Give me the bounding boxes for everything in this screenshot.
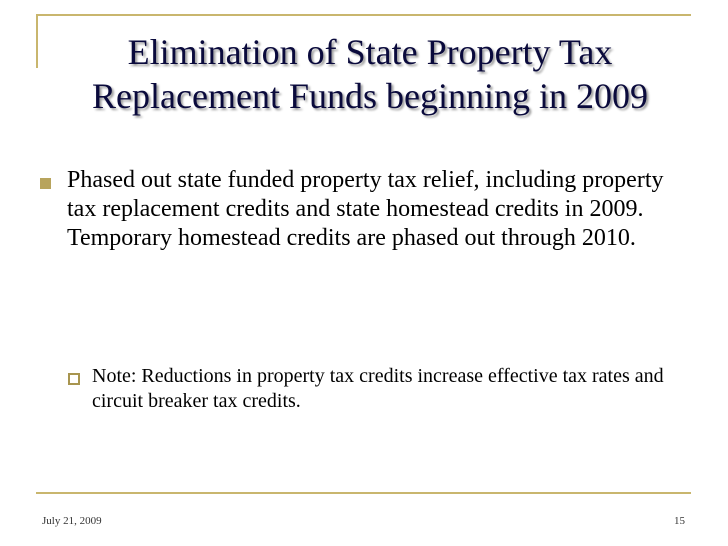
bullet-item <box>40 166 680 253</box>
frame-left-line <box>36 14 38 68</box>
sub-bullet-text: Note: Reductions in property tax credits increase effective tax rates and circuit breaker tax credits. <box>92 365 664 412</box>
bullet-text: Phased out state funded property tax relief, including property tax replacement credits and state homestead credits in 2009. Temporary homestead credits are phased out through 2010. <box>67 167 664 251</box>
frame-bottom-line <box>36 492 691 494</box>
footer-page-number: 15 <box>674 515 685 527</box>
slide-title <box>40 30 700 118</box>
sub-bullet-item <box>68 364 688 414</box>
square-bullet-icon <box>40 178 51 189</box>
title-line-1: Elimination of State Property Tax <box>127 32 613 72</box>
hollow-square-bullet-icon <box>68 373 80 385</box>
title-line-2: Replacement Funds beginning in 2009 <box>92 76 648 116</box>
frame-top-line <box>36 14 691 16</box>
footer-date: July 21, 2009 <box>42 515 102 527</box>
